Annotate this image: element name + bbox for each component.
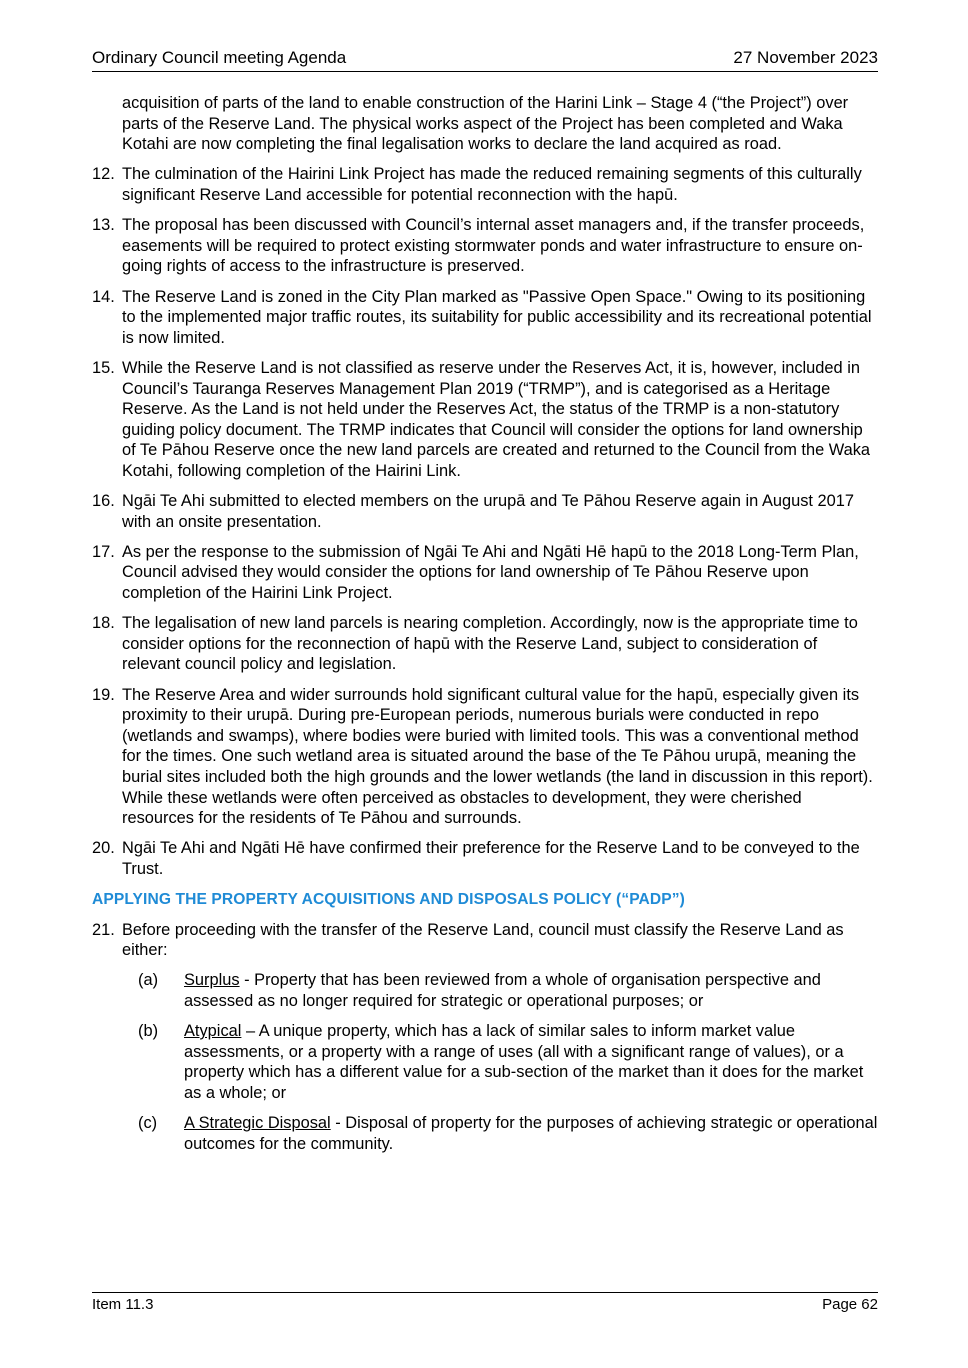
sub-item-term: A Strategic Disposal	[184, 1114, 331, 1133]
numbered-paragraph-14	[92, 287, 878, 349]
numbered-paragraph-15	[92, 358, 878, 482]
sub-item-text: – A unique property, which has a lack of similar sales to inform market value assessments, or a property with a range of uses (all with a significant range of values), or a property which has a different value for a sub-section of the market than it does for the market as a whole; or	[184, 1022, 864, 1102]
paragraph-text: Before proceeding with the transfer of the Reserve Land, council must classify the Reserve Land as either:	[122, 920, 844, 960]
paragraph-number: 12.	[92, 165, 115, 184]
paragraph-number: 18.	[92, 614, 115, 633]
footer-page-number: Page 62	[822, 1296, 878, 1313]
numbered-paragraph-20	[92, 838, 878, 879]
paragraph-text: The culmination of the Hairini Link Project has made the reduced remaining segments of this culturally significant Reserve Land accessible for potential reconnection with the hapū.	[122, 165, 862, 204]
paragraph-text: As per the response to the submission of Ngāi Te Ahi and Ngāti Hē hapū to the 2018 Long-Term Plan, Council advised they would consider the options for land ownership of Te Pāhou Reserve upon completion of the Hairini Link Project.	[122, 542, 859, 603]
page-header	[92, 47, 878, 72]
sub-item-b	[92, 1021, 878, 1103]
sub-item-text: - Disposal of property for the purposes of achieving strategic or operational outcomes for the community.	[184, 1114, 878, 1153]
continuation-paragraph	[92, 93, 878, 155]
numbered-paragraph-16	[92, 491, 878, 532]
paragraph-text: While the Reserve Land is not classified as reserve under the Reserves Act, it is, however, included in Council’s Tauranga Reserves Management Plan 2019 (“TRMP”), and is categorised as a Heritage Reserve. As the Land is not held under the Reserves Act, the status of the TRMP is a non-statutory guiding policy document. The TRMP indicates that Council will consider the options for land ownership of Te Pāhou Reserve once the new land parcels are created and returned to the Council from the Waka Kotahi, following completion of the Hairini Link.	[122, 358, 871, 480]
paragraph-number: 16.	[92, 492, 115, 511]
paragraph-text: The Reserve Area and wider surrounds hold significant cultural value for the hapū, especially given its proximity to their urupā. During pre-European periods, numerous burials were conducted in repo (wetlands and swamps), where bodies were buried with limited tools. This was a conventional method for the times. One such wetland area is situated around the base of the Te Pāhou urupā, meaning the burial sites included both the high grounds and the lower wetlands (the land in discussion in this report). While these wetlands were often perceived as obstacles to development, they were cherished resources for the residents of Te Pāhou and surrounds.	[122, 685, 873, 828]
header-title: Ordinary Council meeting Agenda	[92, 48, 347, 67]
document-body	[92, 93, 878, 1164]
sub-item-c	[92, 1113, 878, 1154]
paragraph-number: 19.	[92, 685, 115, 704]
numbered-paragraph-17	[92, 542, 878, 604]
paragraph-number: 13.	[92, 216, 115, 235]
sub-item-term: Surplus	[184, 971, 240, 990]
sub-item-label: (b)	[138, 1022, 159, 1041]
paragraph-text: acquisition of parts of the land to enable construction of the Harini Link – Stage 4 (“the Project”) over parts of the Reserve Land. The physical works aspect of the Project has been completed and Waka Kotahi are now completing the final legalisation works to declare the land acquired as road.	[122, 94, 849, 154]
sub-item-label: (c)	[138, 1114, 158, 1133]
footer-item-number: Item 11.3	[92, 1296, 154, 1313]
paragraph-number: 17.	[92, 542, 115, 561]
page-footer	[92, 1292, 878, 1313]
paragraph-text: The legalisation of new land parcels is nearing completion. Accordingly, now is the appropriate time to consider options for the reconnection of hapū with the Reserve Land, subject to consideration of relevant council policy and legislation.	[122, 614, 858, 674]
numbered-paragraph-19	[92, 685, 878, 829]
section-heading: APPLYING THE PROPERTY ACQUISITIONS AND DISPOSALS POLICY (“PADP”)	[92, 890, 685, 908]
paragraph-number: 20.	[92, 839, 115, 858]
numbered-paragraph-21	[92, 920, 878, 961]
header-date: 27 November 2023	[733, 48, 878, 67]
paragraph-number: 21.	[92, 920, 115, 939]
paragraph-number: 14.	[92, 287, 115, 306]
paragraph-text: The proposal has been discussed with Council’s internal asset managers and, if the transfer proceeds, easements will be required to protect existing stormwater ponds and water infrastructure to ensure on-going rights of access to the infrastructure is preserved.	[122, 216, 865, 276]
paragraph-text: Ngāi Te Ahi and Ngāti Hē have confirmed their preference for the Reserve Land to be conveyed to the Trust.	[122, 839, 860, 878]
sub-item-a	[92, 970, 878, 1011]
numbered-paragraph-12	[92, 164, 878, 205]
paragraph-number: 15.	[92, 358, 115, 377]
sub-item-term: Atypical	[184, 1022, 242, 1041]
sub-item-label: (a)	[138, 971, 159, 990]
paragraph-text: Ngāi Te Ahi submitted to elected members on the urupā and Te Pāhou Reserve again in August 2017 with an onsite presentation.	[122, 492, 854, 531]
paragraph-text: The Reserve Land is zoned in the City Plan marked as "Passive Open Space." Owing to its positioning to the implemented major traffic routes, its suitability for public accessibility and its recreational potential is now limited.	[122, 287, 872, 347]
numbered-paragraph-13	[92, 215, 878, 277]
numbered-paragraph-18	[92, 613, 878, 675]
sub-item-text: - Property that has been reviewed from a whole of organisation perspective and assessed as no longer required for strategic or operational purposes; or	[184, 971, 821, 1010]
